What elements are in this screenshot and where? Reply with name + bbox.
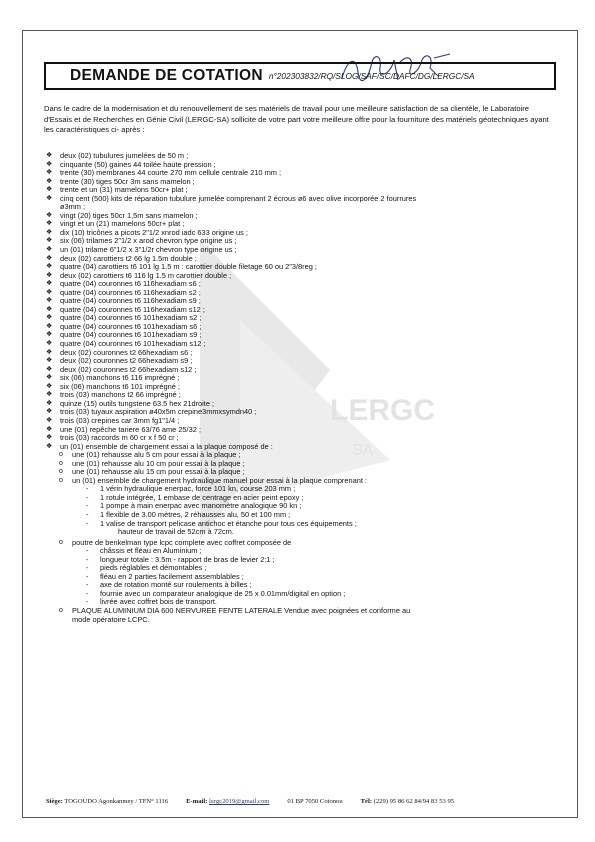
list-item: ❖ quatre (04) couronnes t6 116hexadiam s6 ; xyxy=(46,280,554,289)
sub-item: o un (01) ensemble de chargement hydraulique manuel pour essai à la plaque comprenant : xyxy=(46,477,554,486)
list-item: ❖ quatre (04) couronnes t6 116hexadiam s2 ; xyxy=(46,289,554,298)
list-item: ❖ trente (30) tiges 50cr 3m sans mamelon ; xyxy=(46,178,554,187)
list-item: ❖ trente (30) membranes 44 courte 270 mm cellule centrale 210 mm ; xyxy=(46,169,554,178)
footer-address xyxy=(46,798,168,805)
sub-sub-item: - 1 pompe à main enerpac avec manomètre analogique 90 kn ; xyxy=(46,502,554,511)
sub-sub-item: - 1 valise de transport pelicase antichoc et étanche pour tous ces équipements ; xyxy=(46,520,554,529)
footer-email-link[interactable]: lergc2019@gmail.com xyxy=(209,798,270,805)
list-item-continuation: ø3mm ; xyxy=(60,202,86,212)
list-item: ❖ une (01) repêche tariere 63/76 ame 25/32 ; xyxy=(46,426,554,435)
list-item: ❖ cinquante (50) gaines 44 toilée haute pression ; xyxy=(46,161,554,170)
list-item: ❖ trois (03) raccords m 60 cr x f 50 cr ; xyxy=(46,434,554,443)
sub-sub-item: - 1 rotule intégrée, 1 embase de centrage en acier peint epoxy ; xyxy=(46,494,554,503)
list-item: ❖ quatre (04) couronnes t6 116hexadiam s12 ; xyxy=(46,306,554,315)
sub-sub-item: - fléau en 2 parties facilement assemblables ; xyxy=(46,573,554,582)
list-item: ❖ dix (10) tricônes a picots 2"1/2 xnrod iadc 633 origine us ; xyxy=(46,229,554,238)
list-item: ❖ quatre (04) couronnes t6 101hexadiam s9 ; xyxy=(46,331,554,340)
list-item: ❖ quatre (04) carottiers t6 101 lg 1.5 m : carottier double filetage 60 ou 2"3/8reg ; xyxy=(46,263,554,272)
list-item: ❖ deux (02) couronnes t2 66hexadiam s12 ; xyxy=(46,366,554,375)
sub-sub-item: - livrée avec coffret bois de transport. xyxy=(46,598,554,607)
watermark-text: LERGC xyxy=(330,394,435,427)
sub-sub-item: - 1 flexible de 3.00 mètres, 2 réhausses alu, 50 et 100 mm ; xyxy=(46,511,554,520)
list-item: ❖ deux (02) tubulures jumelées de 50 m ; xyxy=(46,152,554,161)
list-item: ❖ six (06) manchons t6 116 imprégné ; xyxy=(46,374,554,383)
footer-siege-value: TOGOUDO Agonkanmey / TFN° 1116 xyxy=(64,798,169,805)
footer xyxy=(46,798,556,805)
footer-tel-label: Tél: xyxy=(360,798,373,805)
sub-sub-item-continuation: hauteur de travail de 52cm à 72cm. xyxy=(118,527,234,537)
sub-sub-item: - axe de rotation monté sur roulements à billes ; xyxy=(46,581,554,590)
list-item: ❖ deux (02) couronnes t2 66hexadiam s6 ; xyxy=(46,349,554,358)
items-list xyxy=(46,152,554,624)
list-item: ❖ trois (03) crepines car 3mm fg1"1/4 ; xyxy=(46,417,554,426)
sub-item: o une (01) rehausse alu 15 cm pour essai à la plaque ; xyxy=(46,468,554,477)
sub-sub-item: - 1 vérin hydraulique enerpac, force 101 kn, course 203 mm ; xyxy=(46,485,554,494)
sub-sub-item: - fournie avec un comparateur analogique de 25 x 0.01mm/digital en option ; xyxy=(46,590,554,599)
list-item: ❖ deux (02) carottiers t2 66 lg 1.5m double ; xyxy=(46,255,554,264)
list-item: ❖ vingt et un (21) mamelons 50cr+ plat ; xyxy=(46,220,554,229)
list-item: ❖ un (01) trilame 6"1/2 x 3"1/2r chevron type origine us ; xyxy=(46,246,554,255)
list-item: ❖ deux (02) carottiers t6 116 lg 1.5 m carottier double ; xyxy=(46,272,554,281)
list-item: ❖ quatre (04) couronnes t6 101hexadiam s2 ; xyxy=(46,314,554,323)
intro-paragraph: Dans le cadre de la modernisation et du renouvellement de ses matériels de travail pour une meilleure satisfaction de sa clientèle, le Laboratoire d'Essais et de Recherches en Génie Civil (LERGC-SA) sollicite de votre part votre meilleure offre pour la fourniture des matériels géotechniques ayant les caractéristiques ci- après : xyxy=(44,104,549,135)
list-item: ❖ quatre (04) couronnes t6 101hexadiam s6 ; xyxy=(46,323,554,332)
list-item: ❖ un (01) ensemble de chargement essai a la plaque composé de : xyxy=(46,443,554,452)
list-item: ❖ quatre (04) couronnes t6 116hexadiam s9 ; xyxy=(46,297,554,306)
sub-item: o une (01) rehausse alu 10 cm pour essai à la plaque ; xyxy=(46,460,554,469)
footer-bp: 01 BP 7050 Cotonou xyxy=(287,798,343,805)
sub-sub-item: - pieds réglables et démontables ; xyxy=(46,564,554,573)
list-item: ❖ trois (03) manchons t2 66 imprégné ; xyxy=(46,391,554,400)
footer-email-label: E-mail: xyxy=(186,798,208,805)
footer-tel-value: (229) 95 86 62 84/94 83 53 95 xyxy=(373,798,455,805)
sub-item: o poutre de benkelman type lcpc complete avec coffret composée de xyxy=(46,539,554,548)
list-item: ❖ deux (02) couronnes t2 66hexadiam s9 ; xyxy=(46,357,554,366)
watermark-sub: SA xyxy=(352,442,374,459)
title-box xyxy=(44,62,556,90)
list-item: ❖ trente et un (31) mamelons 50cr+ plat ; xyxy=(46,186,554,195)
list-item: ❖ vingt (20) tiges 50cr 1,5m sans mamelon ; xyxy=(46,212,554,221)
footer-siege-label: Siège: xyxy=(46,798,63,805)
sub-sub-item: - châssis et fléau en Aluminium ; xyxy=(46,547,554,556)
list-item: ❖ six (06) trilames 2"1/2 x arod chevron type origine us ; xyxy=(46,237,554,246)
document-title: DEMANDE DE COTATION xyxy=(70,67,263,84)
list-item: ❖ quinze (15) outils tungstene 63.5 hex 21droite ; xyxy=(46,400,554,409)
document-reference: n°202303832/RQ/SLOG/SAF/SC/DAFC/DG/LERGC/SA xyxy=(268,71,475,81)
sub-item: o une (01) rehausse alu 5 cm pour essai à la plaque ; xyxy=(46,451,554,460)
sub-sub-item: - longueur totale : 3.5m - rapport de bras de levier 2:1 ; xyxy=(46,556,554,565)
footer-email xyxy=(186,798,269,805)
sub-item: o PLAQUE ALUMINIUM DIA 600 NERVUREE FENTE LATERALE Vendue avec poignées et conforme au xyxy=(46,607,554,616)
list-item: ❖ trois (03) tuyaux aspiration ø40x5m crepine3mmxsymdn40 ; xyxy=(46,408,554,417)
list-item: ❖ six (06) manchons t6 101 imprégné ; xyxy=(46,383,554,392)
list-item: ❖ quatre (04) couronnes t6 101hexadiam s12 ; xyxy=(46,340,554,349)
list-item: ❖ cinq cent (500) kits de réparation tubulure jumelée comprenant 2 écrous ø6 avec olive incorporée 2 fourrures xyxy=(46,195,554,204)
footer-phone xyxy=(361,798,454,805)
sub-item-continuation: mode opératoire LCPC. xyxy=(72,614,150,624)
